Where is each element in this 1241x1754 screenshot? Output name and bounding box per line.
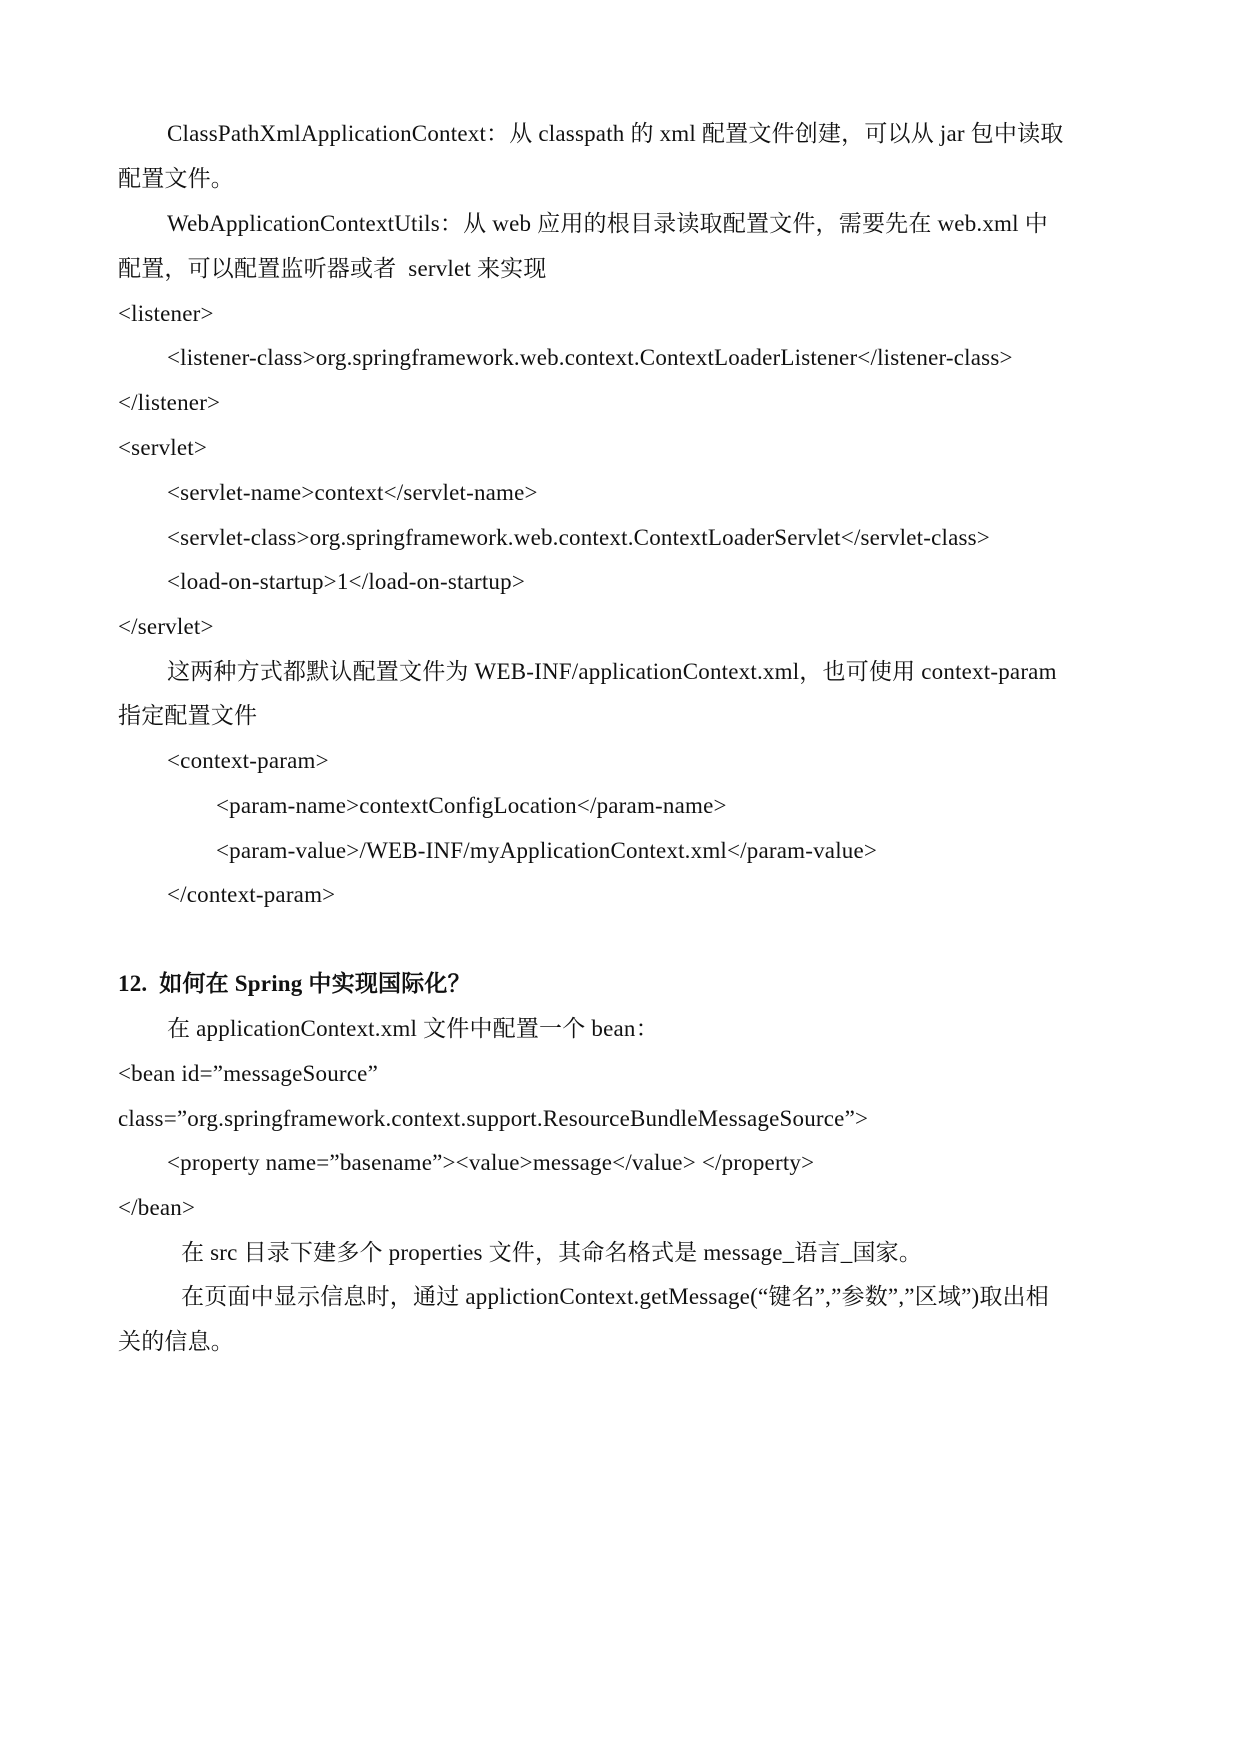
code-line: <property name=”basename”><value>message</value> </property>: [167, 1150, 815, 1175]
section-heading: 12. 如何在 Spring 中实现国际化？: [118, 971, 471, 996]
code-line: </context-param>: [167, 882, 336, 907]
code-line: <param-value>/WEB-INF/myApplicationContext.xml</param-value>: [216, 838, 878, 863]
code-line: <servlet-class>org.springframework.web.context.ContextLoaderServlet</servlet-class>: [167, 525, 990, 550]
code-line: <bean id=”messageSource”: [118, 1061, 379, 1086]
code-line: <load-on-startup>1</load-on-startup>: [167, 569, 526, 594]
paragraph-display-line1: 在页面中显示信息时，通过 applictionContext.getMessage(“键名”,”参数”,”区域”)取出相: [181, 1284, 1049, 1309]
code-line: <servlet-name>context</servlet-name>: [167, 480, 538, 505]
code-line: </listener>: [118, 390, 221, 415]
code-line: <param-name>contextConfigLocation</param-name>: [216, 793, 727, 818]
code-line: </servlet>: [118, 614, 214, 639]
code-line: </bean>: [118, 1195, 196, 1220]
paragraph-webcontext-line2: 配置，可以配置监听器或者 servlet 来实现: [118, 256, 547, 281]
code-line: <listener-class>org.springframework.web.context.ContextLoaderListener</listener-class>: [167, 345, 1013, 370]
paragraph-classpath-line1: ClassPathXmlApplicationContext：从 classpath 的 xml 配置文件创建，可以从 jar 包中读取: [167, 121, 1064, 146]
code-line: <servlet>: [118, 435, 208, 460]
paragraph-src-properties: 在 src 目录下建多个 properties 文件，其命名格式是 message_语言_国家。: [181, 1240, 923, 1265]
paragraph-display-line2: 关的信息。: [118, 1329, 234, 1354]
code-line: class=”org.springframework.context.support.ResourceBundleMessageSource”>: [118, 1106, 869, 1131]
paragraph-default-config-line1: 这两种方式都默认配置文件为 WEB-INF/applicationContext.xml，也可使用 context-param: [167, 659, 1057, 684]
code-line: <context-param>: [167, 748, 329, 773]
paragraph-i18n-intro: 在 applicationContext.xml 文件中配置一个 bean：: [167, 1016, 659, 1041]
paragraph-classpath-line2: 配置文件。: [118, 166, 234, 191]
code-line: <listener>: [118, 301, 214, 326]
paragraph-default-config-line2: 指定配置文件: [118, 703, 258, 728]
paragraph-webcontext-line1: WebApplicationContextUtils：从 web 应用的根目录读取配置文件，需要先在 web.xml 中: [167, 211, 1048, 236]
